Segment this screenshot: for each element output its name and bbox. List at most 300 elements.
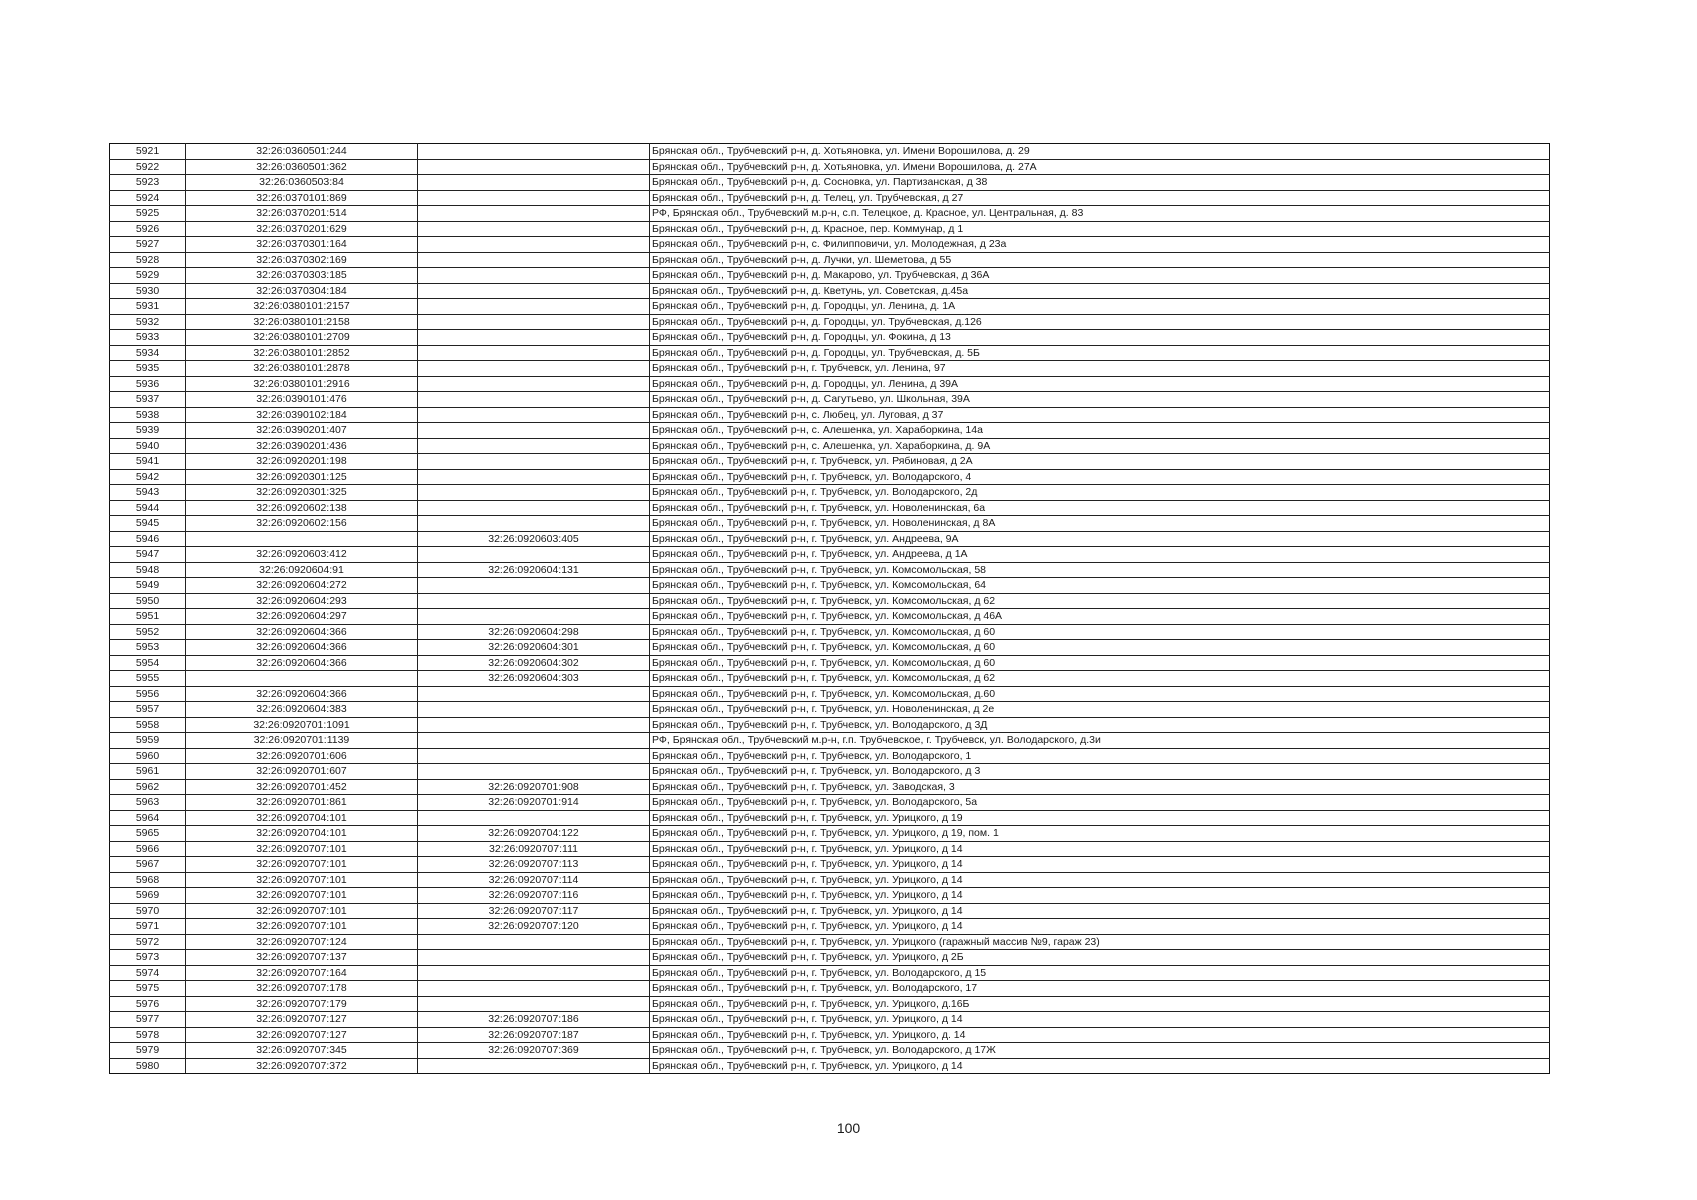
land-cadastral-number-cell: 32:26:0920604:366 (186, 655, 418, 671)
row-number-cell: 5950 (110, 593, 186, 609)
land-cadastral-number-cell: 32:26:0920604:366 (186, 686, 418, 702)
table-row (110, 407, 1550, 423)
address-cell: РФ, Брянская обл., Трубчевский м.р-н, с.п. Телецкое, д. Красное, ул. Центральная, д. 83 (650, 206, 1550, 222)
row-number-cell: 5963 (110, 795, 186, 811)
row-number-cell: 5974 (110, 965, 186, 981)
table-row (110, 144, 1550, 160)
table-row (110, 1043, 1550, 1059)
row-number-cell: 5968 (110, 872, 186, 888)
address-cell: Брянская обл., Трубчевский р-н, г. Трубчевск, ул. Андреева, д 1А (650, 547, 1550, 563)
object-cadastral-number-cell (418, 438, 650, 454)
object-cadastral-number-cell (418, 314, 650, 330)
row-number-cell: 5923 (110, 175, 186, 191)
land-cadastral-number-cell: 32:26:0920707:101 (186, 872, 418, 888)
row-number-cell: 5971 (110, 919, 186, 935)
land-cadastral-number-cell: 32:26:0920704:101 (186, 826, 418, 842)
row-number-cell: 5940 (110, 438, 186, 454)
land-cadastral-number-cell: 32:26:0380101:2878 (186, 361, 418, 377)
object-cadastral-number-cell (418, 934, 650, 950)
row-number-cell: 5930 (110, 283, 186, 299)
address-cell: Брянская обл., Трубчевский р-н, с. Филипповичи, ул. Молодежная, д 23а (650, 237, 1550, 253)
row-number-cell: 5955 (110, 671, 186, 687)
object-cadastral-number-cell (418, 330, 650, 346)
object-cadastral-number-cell (418, 469, 650, 485)
address-cell: Брянская обл., Трубчевский р-н, г. Трубчевск, ул. Урицкого, д. 14 (650, 1027, 1550, 1043)
land-cadastral-number-cell: 32:26:0390201:436 (186, 438, 418, 454)
land-cadastral-number-cell: 32:26:0920604:366 (186, 640, 418, 656)
table-row (110, 283, 1550, 299)
land-cadastral-number-cell: 32:26:0920707:127 (186, 1012, 418, 1028)
row-number-cell: 5949 (110, 578, 186, 594)
address-cell: Брянская обл., Трубчевский р-н, г. Трубчевск, ул. Урицкого, д 19 (650, 810, 1550, 826)
object-cadastral-number-cell: 32:26:0920701:914 (418, 795, 650, 811)
address-cell: Брянская обл., Трубчевский р-н, г. Трубчевск, ул. Урицкого, д 14 (650, 841, 1550, 857)
object-cadastral-number-cell (418, 996, 650, 1012)
object-cadastral-number-cell (418, 159, 650, 175)
object-cadastral-number-cell: 32:26:0920707:120 (418, 919, 650, 935)
address-cell: Брянская обл., Трубчевский р-н, д. Сагутьево, ул. Школьная, 39А (650, 392, 1550, 408)
land-cadastral-number-cell: 32:26:0370201:514 (186, 206, 418, 222)
object-cadastral-number-cell (418, 221, 650, 237)
address-cell: Брянская обл., Трубчевский р-н, г. Трубчевск, ул. Заводская, 3 (650, 779, 1550, 795)
table-row (110, 562, 1550, 578)
address-cell: Брянская обл., Трубчевский р-н, д. Кветунь, ул. Советская, д.45а (650, 283, 1550, 299)
land-cadastral-number-cell: 32:26:0920301:125 (186, 469, 418, 485)
row-number-cell: 5978 (110, 1027, 186, 1043)
address-cell: Брянская обл., Трубчевский р-н, г. Трубчевск, ул. Володарского, д 17Ж (650, 1043, 1550, 1059)
row-number-cell: 5953 (110, 640, 186, 656)
row-number-cell: 5957 (110, 702, 186, 718)
land-cadastral-number-cell: 32:26:0360501:362 (186, 159, 418, 175)
table-row (110, 423, 1550, 439)
land-cadastral-number-cell: 32:26:0920707:124 (186, 934, 418, 950)
land-cadastral-number-cell: 32:26:0370303:185 (186, 268, 418, 284)
table-row (110, 454, 1550, 470)
row-number-cell: 5925 (110, 206, 186, 222)
address-cell: Брянская обл., Трубчевский р-н, с. Алешенка, ул. Хараборкина, д. 9А (650, 438, 1550, 454)
object-cadastral-number-cell (418, 748, 650, 764)
row-number-cell: 5942 (110, 469, 186, 485)
table-row (110, 1027, 1550, 1043)
table-row (110, 376, 1550, 392)
object-cadastral-number-cell (418, 717, 650, 733)
address-cell: Брянская обл., Трубчевский р-н, г. Трубчевск, ул. Новоленинская, 6а (650, 500, 1550, 516)
address-cell: Брянская обл., Трубчевский р-н, г. Трубчевск, ул. Комсомольская, д 60 (650, 624, 1550, 640)
table-row (110, 609, 1550, 625)
table-row (110, 500, 1550, 516)
row-number-cell: 5975 (110, 981, 186, 997)
row-number-cell: 5932 (110, 314, 186, 330)
object-cadastral-number-cell (418, 252, 650, 268)
table-row (110, 175, 1550, 191)
address-cell: Брянская обл., Трубчевский р-н, г. Трубчевск, ул. Ленина, 97 (650, 361, 1550, 377)
address-cell: Брянская обл., Трубчевский р-н, г. Трубчевск, ул. Урицкого, д 14 (650, 872, 1550, 888)
land-cadastral-number-cell: 32:26:0920602:138 (186, 500, 418, 516)
table-row (110, 314, 1550, 330)
address-cell: Брянская обл., Трубчевский р-н, г. Трубчевск, ул. Володарского, 4 (650, 469, 1550, 485)
row-number-cell: 5965 (110, 826, 186, 842)
address-cell: Брянская обл., Трубчевский р-н, г. Трубчевск, ул. Рябиновая, д 2А (650, 454, 1550, 470)
row-number-cell: 5946 (110, 531, 186, 547)
table-row (110, 702, 1550, 718)
object-cadastral-number-cell (418, 1058, 650, 1074)
land-cadastral-number-cell: 32:26:0920603:412 (186, 547, 418, 563)
land-cadastral-number-cell: 32:26:0920707:137 (186, 950, 418, 966)
address-cell: Брянская обл., Трубчевский р-н, г. Трубчевск, ул. Урицкого, д.16Б (650, 996, 1550, 1012)
land-cadastral-number-cell: 32:26:0390101:476 (186, 392, 418, 408)
row-number-cell: 5958 (110, 717, 186, 733)
land-cadastral-number-cell: 32:26:0920707:345 (186, 1043, 418, 1059)
address-cell: Брянская обл., Трубчевский р-н, г. Трубчевск, ул. Андреева, 9А (650, 531, 1550, 547)
row-number-cell: 5927 (110, 237, 186, 253)
row-number-cell: 5962 (110, 779, 186, 795)
address-cell: Брянская обл., Трубчевский р-н, г. Трубчевск, ул. Комсомольская, д 60 (650, 640, 1550, 656)
object-cadastral-number-cell: 32:26:0920701:908 (418, 779, 650, 795)
object-cadastral-number-cell: 32:26:0920707:114 (418, 872, 650, 888)
object-cadastral-number-cell: 32:26:0920707:369 (418, 1043, 650, 1059)
land-cadastral-number-cell: 32:26:0370302:169 (186, 252, 418, 268)
table-row (110, 252, 1550, 268)
address-cell: Брянская обл., Трубчевский р-н, д. Городцы, ул. Ленина, д 39А (650, 376, 1550, 392)
address-cell: Брянская обл., Трубчевский р-н, д. Городцы, ул. Трубчевская, д.126 (650, 314, 1550, 330)
table-row (110, 485, 1550, 501)
table-row (110, 624, 1550, 640)
table-row (110, 268, 1550, 284)
object-cadastral-number-cell (418, 810, 650, 826)
address-cell: Брянская обл., Трубчевский р-н, г. Трубчевск, ул. Комсомольская, д.60 (650, 686, 1550, 702)
land-cadastral-number-cell: 32:26:0370301:164 (186, 237, 418, 253)
table-row (110, 206, 1550, 222)
address-cell: Брянская обл., Трубчевский р-н, г. Трубчевск, ул. Урицкого, д 14 (650, 903, 1550, 919)
row-number-cell: 5967 (110, 857, 186, 873)
row-number-cell: 5970 (110, 903, 186, 919)
address-cell: Брянская обл., Трубчевский р-н, д. Хотьяновка, ул. Имени Ворошилова, д. 27А (650, 159, 1550, 175)
row-number-cell: 5935 (110, 361, 186, 377)
address-cell: Брянская обл., Трубчевский р-н, г. Трубчевск, ул. Комсомольская, д 46А (650, 609, 1550, 625)
row-number-cell: 5952 (110, 624, 186, 640)
table-row (110, 345, 1550, 361)
row-number-cell: 5948 (110, 562, 186, 578)
row-number-cell: 5929 (110, 268, 186, 284)
row-number-cell: 5922 (110, 159, 186, 175)
row-number-cell: 5943 (110, 485, 186, 501)
table-row (110, 841, 1550, 857)
table-row (110, 733, 1550, 749)
object-cadastral-number-cell (418, 144, 650, 160)
object-cadastral-number-cell: 32:26:0920707:187 (418, 1027, 650, 1043)
row-number-cell: 5931 (110, 299, 186, 315)
land-cadastral-number-cell: 32:26:0920707:178 (186, 981, 418, 997)
land-cadastral-number-cell: 32:26:0920707:127 (186, 1027, 418, 1043)
register-body (110, 144, 1550, 1074)
table-row (110, 779, 1550, 795)
row-number-cell: 5951 (110, 609, 186, 625)
table-row (110, 547, 1550, 563)
land-cadastral-number-cell: 32:26:0920604:366 (186, 624, 418, 640)
object-cadastral-number-cell: 32:26:0920707:111 (418, 841, 650, 857)
object-cadastral-number-cell: 32:26:0920604:131 (418, 562, 650, 578)
address-cell: Брянская обл., Трубчевский р-н, г. Трубчевск, ул. Урицкого, д 2Б (650, 950, 1550, 966)
address-cell: Брянская обл., Трубчевский р-н, г. Трубчевск, ул. Комсомольская, д 62 (650, 593, 1550, 609)
row-number-cell: 5959 (110, 733, 186, 749)
address-cell: Брянская обл., Трубчевский р-н, г. Трубчевск, ул. Володарского, 2д (650, 485, 1550, 501)
table-row (110, 190, 1550, 206)
address-cell: Брянская обл., Трубчевский р-н, г. Трубчевск, ул. Новоленинская, д 8А (650, 516, 1550, 532)
table-row (110, 826, 1550, 842)
land-cadastral-number-cell (186, 671, 418, 687)
address-cell: Брянская обл., Трубчевский р-н, г. Трубчевск, ул. Комсомольская, 64 (650, 578, 1550, 594)
row-number-cell: 5945 (110, 516, 186, 532)
table-row (110, 361, 1550, 377)
row-number-cell: 5976 (110, 996, 186, 1012)
object-cadastral-number-cell: 32:26:0920704:122 (418, 826, 650, 842)
row-number-cell: 5944 (110, 500, 186, 516)
address-cell: Брянская обл., Трубчевский р-н, г. Трубчевск, ул. Комсомольская, д 62 (650, 671, 1550, 687)
address-cell: Брянская обл., Трубчевский р-н, г. Трубчевск, ул. Урицкого, д 14 (650, 919, 1550, 935)
address-cell: Брянская обл., Трубчевский р-н, д. Городцы, ул. Ленина, д. 1А (650, 299, 1550, 315)
page-number: 100 (836, 1120, 861, 1136)
land-cadastral-number-cell: 32:26:0920701:607 (186, 764, 418, 780)
land-cadastral-number-cell: 32:26:0920604:383 (186, 702, 418, 718)
row-number-cell: 5933 (110, 330, 186, 346)
row-number-cell: 5928 (110, 252, 186, 268)
table-row (110, 981, 1550, 997)
table-row (110, 857, 1550, 873)
object-cadastral-number-cell: 32:26:0920707:113 (418, 857, 650, 873)
table-row (110, 655, 1550, 671)
object-cadastral-number-cell (418, 392, 650, 408)
address-cell: Брянская обл., Трубчевский р-н, г. Трубчевск, ул. Урицкого, д 19, пом. 1 (650, 826, 1550, 842)
cadastral-register-table (109, 143, 1550, 1074)
object-cadastral-number-cell: 32:26:0920604:302 (418, 655, 650, 671)
object-cadastral-number-cell (418, 702, 650, 718)
row-number-cell: 5947 (110, 547, 186, 563)
row-number-cell: 5934 (110, 345, 186, 361)
address-cell: Брянская обл., Трубчевский р-н, г. Трубчевск, ул. Володарского, д 15 (650, 965, 1550, 981)
object-cadastral-number-cell: 32:26:0920707:117 (418, 903, 650, 919)
object-cadastral-number-cell (418, 299, 650, 315)
address-cell: Брянская обл., Трубчевский р-н, д. Сосновка, ул. Партизанская, д 38 (650, 175, 1550, 191)
land-cadastral-number-cell: 32:26:0380101:2157 (186, 299, 418, 315)
land-cadastral-number-cell: 32:26:0920707:101 (186, 841, 418, 857)
row-number-cell: 5960 (110, 748, 186, 764)
object-cadastral-number-cell (418, 407, 650, 423)
land-cadastral-number-cell: 32:26:0370101:869 (186, 190, 418, 206)
table-row (110, 221, 1550, 237)
table-row (110, 795, 1550, 811)
row-number-cell: 5966 (110, 841, 186, 857)
table-row (110, 717, 1550, 733)
row-number-cell: 5938 (110, 407, 186, 423)
table-row (110, 516, 1550, 532)
object-cadastral-number-cell (418, 268, 650, 284)
row-number-cell: 5969 (110, 888, 186, 904)
address-cell: Брянская обл., Трубчевский р-н, с. Алешенка, ул. Хараборкина, 14а (650, 423, 1550, 439)
address-cell: Брянская обл., Трубчевский р-н, д. Городцы, ул. Трубчевская, д. 5Б (650, 345, 1550, 361)
address-cell: Брянская обл., Трубчевский р-н, г. Трубчевск, ул. Володарского, д 3 (650, 764, 1550, 780)
address-cell: Брянская обл., Трубчевский р-н, г. Трубчевск, ул. Володарского, 17 (650, 981, 1550, 997)
land-cadastral-number-cell: 32:26:0390102:184 (186, 407, 418, 423)
table-row (110, 640, 1550, 656)
land-cadastral-number-cell: 32:26:0380101:2916 (186, 376, 418, 392)
table-row (110, 578, 1550, 594)
row-number-cell: 5937 (110, 392, 186, 408)
address-cell: Брянская обл., Трубчевский р-н, г. Трубчевск, ул. Урицкого, д 14 (650, 1012, 1550, 1028)
object-cadastral-number-cell (418, 593, 650, 609)
table-row (110, 237, 1550, 253)
land-cadastral-number-cell: 32:26:0380101:2852 (186, 345, 418, 361)
table-row (110, 531, 1550, 547)
object-cadastral-number-cell (418, 578, 650, 594)
table-row (110, 392, 1550, 408)
object-cadastral-number-cell (418, 423, 650, 439)
address-cell: Брянская обл., Трубчевский р-н, г. Трубчевск, ул. Урицкого, д 14 (650, 888, 1550, 904)
address-cell: Брянская обл., Трубчевский р-н, г. Трубчевск, ул. Комсомольская, 58 (650, 562, 1550, 578)
land-cadastral-number-cell: 32:26:0380101:2158 (186, 314, 418, 330)
table-row (110, 748, 1550, 764)
address-cell: Брянская обл., Трубчевский р-н, д. Городцы, ул. Фокина, д 13 (650, 330, 1550, 346)
object-cadastral-number-cell (418, 547, 650, 563)
object-cadastral-number-cell (418, 950, 650, 966)
address-cell: Брянская обл., Трубчевский р-н, д. Лучки, ул. Шеметова, д 55 (650, 252, 1550, 268)
table-row (110, 330, 1550, 346)
land-cadastral-number-cell: 32:26:0380101:2709 (186, 330, 418, 346)
table-row (110, 299, 1550, 315)
address-cell: Брянская обл., Трубчевский р-н, д. Хотьяновка, ул. Имени Ворошилова, д. 29 (650, 144, 1550, 160)
row-number-cell: 5980 (110, 1058, 186, 1074)
object-cadastral-number-cell (418, 485, 650, 501)
land-cadastral-number-cell: 32:26:0370201:629 (186, 221, 418, 237)
address-cell: Брянская обл., Трубчевский р-н, г. Трубчевск, ул. Комсомольская, д 60 (650, 655, 1550, 671)
row-number-cell: 5972 (110, 934, 186, 950)
land-cadastral-number-cell: 32:26:0920301:325 (186, 485, 418, 501)
object-cadastral-number-cell (418, 361, 650, 377)
table-row (110, 888, 1550, 904)
table-row (110, 872, 1550, 888)
object-cadastral-number-cell: 32:26:0920604:301 (418, 640, 650, 656)
object-cadastral-number-cell (418, 376, 650, 392)
row-number-cell: 5964 (110, 810, 186, 826)
land-cadastral-number-cell: 32:26:0390201:407 (186, 423, 418, 439)
row-number-cell: 5977 (110, 1012, 186, 1028)
table-row (110, 159, 1550, 175)
table-row (110, 1058, 1550, 1074)
land-cadastral-number-cell: 32:26:0920707:101 (186, 919, 418, 935)
land-cadastral-number-cell: 32:26:0920701:1091 (186, 717, 418, 733)
land-cadastral-number-cell: 32:26:0920701:606 (186, 748, 418, 764)
row-number-cell: 5924 (110, 190, 186, 206)
table-row (110, 903, 1550, 919)
address-cell: Брянская обл., Трубчевский р-н, г. Трубчевск, ул. Володарского, 1 (650, 748, 1550, 764)
table-row (110, 950, 1550, 966)
object-cadastral-number-cell: 32:26:0920603:405 (418, 531, 650, 547)
row-number-cell: 5941 (110, 454, 186, 470)
address-cell: Брянская обл., Трубчевский р-н, д. Макарово, ул. Трубчевская, д 36А (650, 268, 1550, 284)
row-number-cell: 5973 (110, 950, 186, 966)
row-number-cell: 5939 (110, 423, 186, 439)
object-cadastral-number-cell (418, 764, 650, 780)
object-cadastral-number-cell (418, 454, 650, 470)
object-cadastral-number-cell (418, 175, 650, 191)
land-cadastral-number-cell: 32:26:0920701:861 (186, 795, 418, 811)
row-number-cell: 5961 (110, 764, 186, 780)
land-cadastral-number-cell: 32:26:0920604:297 (186, 609, 418, 625)
address-cell: Брянская обл., Трубчевский р-н, г. Трубчевск, ул. Володарского, д 3Д (650, 717, 1550, 733)
address-cell: Брянская обл., Трубчевский р-н, г. Трубчевск, ул. Урицкого (гаражный массив №9, гараж 23) (650, 934, 1550, 950)
land-cadastral-number-cell: 32:26:0920707:179 (186, 996, 418, 1012)
land-cadastral-number-cell: 32:26:0920201:198 (186, 454, 418, 470)
object-cadastral-number-cell (418, 206, 650, 222)
row-number-cell: 5921 (110, 144, 186, 160)
land-cadastral-number-cell: 32:26:0920707:101 (186, 888, 418, 904)
object-cadastral-number-cell: 32:26:0920707:116 (418, 888, 650, 904)
table-row (110, 469, 1550, 485)
land-cadastral-number-cell: 32:26:0920707:101 (186, 903, 418, 919)
table-row (110, 934, 1550, 950)
land-cadastral-number-cell: 32:26:0920707:101 (186, 857, 418, 873)
address-cell: Брянская обл., Трубчевский р-н, г. Трубчевск, ул. Володарского, 5а (650, 795, 1550, 811)
land-cadastral-number-cell: 32:26:0920604:293 (186, 593, 418, 609)
land-cadastral-number-cell: 32:26:0920701:452 (186, 779, 418, 795)
object-cadastral-number-cell (418, 500, 650, 516)
object-cadastral-number-cell (418, 733, 650, 749)
land-cadastral-number-cell: 32:26:0370304:184 (186, 283, 418, 299)
land-cadastral-number-cell: 32:26:0920704:101 (186, 810, 418, 826)
table-row (110, 764, 1550, 780)
row-number-cell: 5936 (110, 376, 186, 392)
object-cadastral-number-cell: 32:26:0920604:303 (418, 671, 650, 687)
land-cadastral-number-cell: 32:26:0920707:164 (186, 965, 418, 981)
address-cell: Брянская обл., Трубчевский р-н, г. Трубчевск, ул. Урицкого, д 14 (650, 857, 1550, 873)
table-row (110, 965, 1550, 981)
land-cadastral-number-cell: 32:26:0920707:372 (186, 1058, 418, 1074)
land-cadastral-number-cell: 32:26:0920701:1139 (186, 733, 418, 749)
address-cell: Брянская обл., Трубчевский р-н, д. Красное, пер. Коммунар, д 1 (650, 221, 1550, 237)
address-cell: Брянская обл., Трубчевский р-н, д. Телец, ул. Трубчевская, д 27 (650, 190, 1550, 206)
object-cadastral-number-cell (418, 190, 650, 206)
land-cadastral-number-cell: 32:26:0360503:84 (186, 175, 418, 191)
object-cadastral-number-cell: 32:26:0920707:186 (418, 1012, 650, 1028)
table-row (110, 810, 1550, 826)
object-cadastral-number-cell (418, 345, 650, 361)
table-row (110, 438, 1550, 454)
address-cell: Брянская обл., Трубчевский р-н, с. Любец, ул. Луговая, д 37 (650, 407, 1550, 423)
object-cadastral-number-cell (418, 965, 650, 981)
address-cell: РФ, Брянская обл., Трубчевский м.р-н, г.п. Трубчевское, г. Трубчевск, ул. Володарского, д.3и (650, 733, 1550, 749)
table-row (110, 919, 1550, 935)
table-row (110, 686, 1550, 702)
land-cadastral-number-cell: 32:26:0360501:244 (186, 144, 418, 160)
row-number-cell: 5954 (110, 655, 186, 671)
table-row (110, 1012, 1550, 1028)
object-cadastral-number-cell (418, 237, 650, 253)
object-cadastral-number-cell (418, 516, 650, 532)
object-cadastral-number-cell (418, 609, 650, 625)
address-cell: Брянская обл., Трубчевский р-н, г. Трубчевск, ул. Урицкого, д 14 (650, 1058, 1550, 1074)
land-cadastral-number-cell: 32:26:0920604:272 (186, 578, 418, 594)
object-cadastral-number-cell (418, 686, 650, 702)
row-number-cell: 5956 (110, 686, 186, 702)
row-number-cell: 5979 (110, 1043, 186, 1059)
address-cell: Брянская обл., Трубчевский р-н, г. Трубчевск, ул. Новоленинская, д 2е (650, 702, 1550, 718)
land-cadastral-number-cell: 32:26:0920604:91 (186, 562, 418, 578)
row-number-cell: 5926 (110, 221, 186, 237)
table-row (110, 671, 1550, 687)
object-cadastral-number-cell: 32:26:0920604:298 (418, 624, 650, 640)
table-row (110, 593, 1550, 609)
object-cadastral-number-cell (418, 981, 650, 997)
land-cadastral-number-cell: 32:26:0920602:156 (186, 516, 418, 532)
